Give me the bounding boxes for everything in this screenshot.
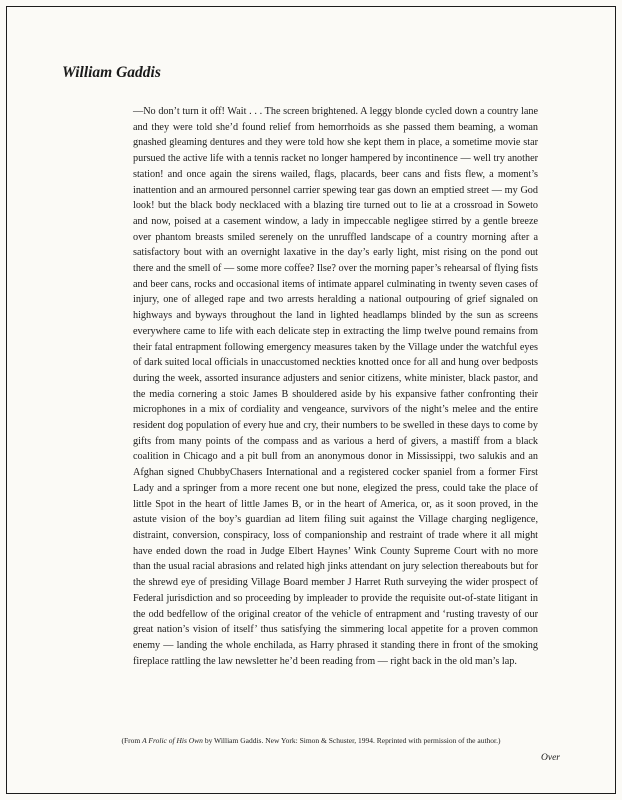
- citation-prefix: (From: [121, 736, 143, 745]
- citation-book-title: A Frolic of His Own: [142, 736, 203, 745]
- citation-suffix: by William Gaddis. New York: Simon & Schuster, 1994. Reprinted with permission of the author.): [202, 736, 501, 745]
- over-label: Over: [541, 753, 560, 763]
- author-name: William Gaddis: [62, 64, 161, 81]
- excerpt-text: —No don’t turn it off! Wait . . . The screen brightened. A leggy blonde cycled down a country lane and they were told she’d found relief from hemorrhoids as she passed them beaming, a woman gnashed gleaming dentures and they were told how she kept them in place, a sometime movie star pursued the active life with a tennis racket no longer hampered by incontinence — well try another station! and once again the sirens wailed, flags, placards, beer cans and fists flew, a moment’s inattention and an armoured personnel carrier spewing tear gas down an emptied street — my God look! but the black body necklaced with a blazing tire turned out to lie at a crossroad in Soweto and now, poised at a casement window, a lady in impeccable negligee stirred by a gentle breeze over phantom breasts smiled serenely on the unruffled landscape of a country morning after a satisfactory bout with an overnight laxative in the day’s early light, mist rising on the pond out there and the smell of — some more coffee? Ilse? over the morning paper’s rehearsal of flying fists and beer cans, rocks and occasional items of intimate apparel culminating in twenty seven cases of injury, one of alleged rape and two arrests heralding a national outpouring of grief signaled on highways and byways throughout the land in lighted headlamps blinded by the sun as screens everywhere came to life with each delicate step in extracting the limp twelve pound remains from their fatal entrapment following emergency measures taken by the Village under the watchful eyes of dark suited local officials in unaccustomed neckties knotted once for all and hung over bedposts during the week, assorted insurance adjusters and senior citizens, white minister, black pastor, and the media cornering a stoic James B shouldered aside by his expansive father confronting their microphones in a mix of cordiality and vengeance, survivors of the night’s melee and the entire resident dog population of every hue and cry, their numbers to be swelled in these days to come by gifts from many points of the compass and as various a herd of givers, a mastiff from a black coalition in Chicago and a pit bull from an anonymous donor in Mississippi, two salukis and an Afghan signed ChubbyChasers International and a registered cocker spaniel from a former First Lady and a springer from a more recent one but none, elegized the press, could take the place of little Spot in the heart of little James B, or in the heart of America, or, as it soon proved, in the astute vision of the boy’s guardian ad litem filing suit against the Village charging negligence, distraint, conversion, conspiracy, loss of companionship and restraint of trade where it all might have ended down the road in Judge Elbert Haynes’ Wink County Supreme Court with no more than the usual racial abrasions and related high jinks attendant on jury selection thereabouts but for the shrewd eye of presiding Village Board member J Harret Ruth surveying the wider prospect of Federal jurisdiction and so proceeding by impleader to provide the requisite out-of-state litigant in the odd bedfellow of the original creator of the vehicle of entrapment and ‘rusting travesty of our great nation’s vision of itself’ thus satisfying the simmering local appetite for a proven common enemy — landing the whole enchilada, as Harry phrased it standing there in front of the smoking fireplace rattling the law newsletter he’d been reading from — right back in the old man’s lap.: [133, 106, 538, 667]
- citation: [0, 736, 622, 745]
